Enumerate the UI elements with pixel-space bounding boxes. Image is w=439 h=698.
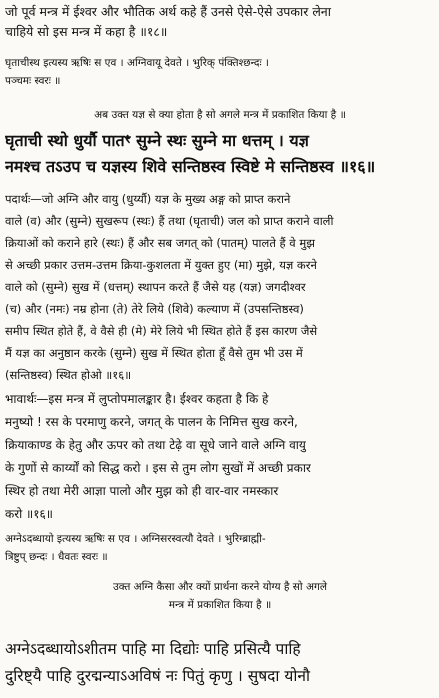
intro-paragraph <box>5 2 435 42</box>
intro-line: चाहिये सो इस मन्त्र में कहा है ॥१८॥ <box>5 24 168 39</box>
padarth-line: समीप स्थित होते हैं, वे वैसे ही (मे) मेरे लिये भी स्थित होते हैं इस कारण जैसे <box>5 324 318 338</box>
rishi-devata-block-2 <box>5 530 435 566</box>
bhavarth-line: स्थिर हो तथा मेरी आज्ञा पालो और मुझ को ही वार-वार नमस्कार <box>5 484 279 498</box>
rishi-line: अग्नेऽदब्धायो इत्यस्य ऋषिः स एव । अग्निसरस्वत्यौ देवते । भुरिग्ब्राह्मी- <box>5 533 266 545</box>
mantra-block-1 <box>5 128 435 180</box>
padarth-paragraph <box>5 188 435 386</box>
mantra-line: नमश्च तऽउप च यज्ञस्य शिवे सन्तिष्ठस्व स्विष्टे मे सन्तिष्ठस्व ॥१६॥ <box>5 157 376 176</box>
question-block-2 <box>5 578 435 614</box>
padarth-line: मैं यज्ञ का अनुष्ठान करके (सुम्ने) सुख में स्थित होता हूँ वैसे तुम भी उस में <box>5 346 303 360</box>
bhavarth-line: करो ॥१६॥ <box>5 507 53 521</box>
rishi-line: पञ्चमः स्वरः ॥ <box>5 75 61 87</box>
padarth-line: पदार्थः—जो अग्नि और वायु (धुर्य्यौ) यज्ञ के मुख्य अङ्ग को प्राप्त कराने <box>5 192 291 206</box>
bhavarth-line: के गुणों से कार्य्यों को सिद्ध करो । इस से तुम लोग सुखों में अच्छी प्रकार <box>5 461 311 475</box>
padarth-line: वाले (व) और (सुम्ने) सुखरूप (स्थः) हैं तथा (घृताची) जल को प्राप्त कराने वाली <box>5 214 334 228</box>
rishi-line: त्रिष्टुप् छन्दः । धैवतः स्वरः ॥ <box>5 551 108 563</box>
question-line-1 <box>5 106 435 124</box>
bhavarth-line: मनुष्यो ! रस के परमाणु करने, जगत् के पालन के निमित्त सुख करने, <box>5 415 298 429</box>
padarth-line: वाले को (सुम्ने) सुख में (धत्तम्) स्थापन करते हैं जैसे यह (यज्ञ) जगदीश्वर <box>5 280 306 294</box>
padarth-line: से अच्छी प्रकार उत्तम-उत्तम क्रिया-कुशलता में युक्त हुए (मा) मुझे, यज्ञ करने <box>5 258 317 272</box>
mantra-line: घृताची स्थो धुर्यौ पातꣳ सुम्ने स्थः सुम्ने मा धत्तम् । यज्ञ <box>5 131 309 150</box>
mantra-block-2 <box>5 636 435 690</box>
padarth-line: (सन्तिष्ठस्व) स्थित होओ ॥१६॥ <box>5 368 132 382</box>
mantra-line: अग्नेऽदब्धायोऽशीतम पाहि मा दिद्योः पाहि प्रसित्यै पाहि <box>5 640 301 658</box>
bhavarth-line: भावार्थः—इस मन्त्र में लुप्तोपमालङ्कार है। ईश्वर कहता है कि हे <box>5 392 269 406</box>
rishi-devata-block-1 <box>5 54 435 90</box>
rishi-line: घृताचीस्थ इत्यस्य ऋषिः स एव । अग्निवायू देवते । भुरिक् पंक्तिश्छन्दः । <box>5 57 269 69</box>
question-line: मन्त्र में प्रकाशित किया है ॥ <box>168 599 272 611</box>
question-line: उक्त अग्नि कैसा और क्यों प्रार्थना करने योग्य है सो अगले <box>112 581 328 593</box>
bhavarth-paragraph <box>5 388 435 526</box>
question-text: अब उक्त यज्ञ से क्या होता है सो अगले मन्त्र में प्रकाशित किया है ॥ <box>94 109 346 121</box>
mantra-line: दुरिष्ट्यै पाहि दुरद्मन्याऽअविषं नः पितुं कृणु । सुषदा योनौ <box>5 667 310 685</box>
padarth-line: क्रियाओं को कराने हारे (स्थः) हैं और सब जगत् को (पातम्) पालते हैं वे मुझ <box>5 236 315 250</box>
padarth-line: (च) और (नमः) नम्र होना (ते) तेरे लिये (शिवे) कल्याण में (उपसन्तिष्ठस्व) <box>5 302 304 316</box>
intro-line: जो पूर्व मन्त्र में ईश्वर और भौतिक अर्थ कहे हैं उनसे ऐसे-ऐसे उपकार लेना <box>5 4 331 19</box>
bhavarth-line: क्रियाकाण्ड के हेतु और ऊपर को तथा टेढ़े वा सूधे जाने वाले अग्नि वायु <box>5 438 306 452</box>
